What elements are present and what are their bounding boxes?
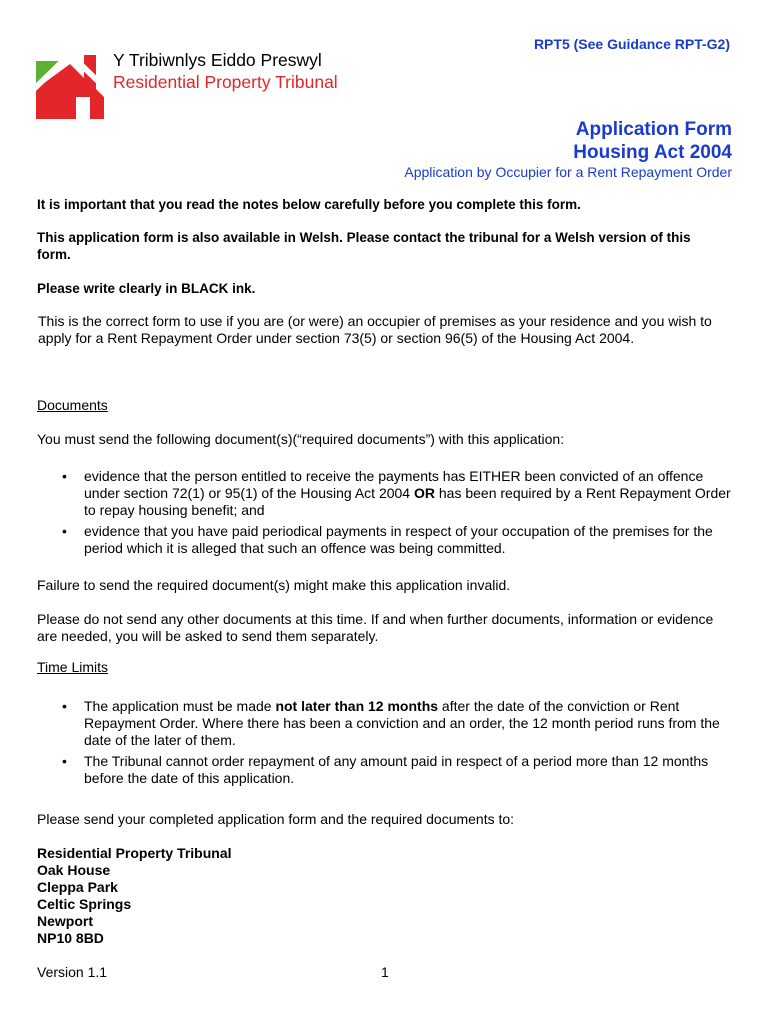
form-title: Application Form bbox=[575, 119, 732, 140]
page-number: 1 bbox=[381, 964, 389, 980]
list-item: • The Tribunal cannot order repayment of any amount paid in respect of a period more than 12 months before the date of this application. bbox=[62, 753, 742, 787]
house-logo-icon bbox=[36, 47, 108, 119]
time-limits-heading: Time Limits bbox=[37, 659, 109, 675]
time-limits-list bbox=[62, 698, 742, 791]
address-line: Cleppa Park bbox=[37, 879, 118, 895]
address-line: Oak House bbox=[37, 862, 111, 878]
black-ink-notice: Please write clearly in BLACK ink. bbox=[37, 281, 256, 296]
address-line: NP10 8BD bbox=[37, 930, 104, 946]
welsh-version-notice: This application form is also available in Welsh. Please contact the tribunal for a Welsh version of this form. bbox=[37, 230, 691, 262]
failure-notice: Failure to send the required document(s) might make this application invalid. bbox=[37, 577, 511, 593]
address-line: Residential Property Tribunal bbox=[37, 845, 232, 861]
address-line: Celtic Springs bbox=[37, 896, 132, 912]
no-other-documents-notice: Please do not send any other documents at this time. If and when further documents, information or evidence are needed, you will be asked to send them separately. bbox=[37, 611, 714, 644]
correct-form-paragraph: This is the correct form to use if you are (or were) an occupier of premises as your residence and you wish to apply for a Rent Repayment Order under section 73(5) or section 96(5) of the Housing Act 2004. bbox=[38, 313, 712, 346]
list-item: • evidence that you have paid periodical payments in respect of your occupation of the premises for the period which it is alleged that such an offence was being committed. bbox=[62, 523, 742, 557]
act-title: Housing Act 2004 bbox=[573, 142, 732, 163]
important-notice: It is important that you read the notes below carefully before you complete this form. bbox=[37, 197, 581, 212]
documents-lead: You must send the following document(s)(“required documents”) with this application: bbox=[37, 431, 565, 447]
address-line: Newport bbox=[37, 913, 93, 929]
documents-heading: Documents bbox=[37, 397, 108, 413]
logo-welsh-name: Y Tribiwnlys Eiddo Preswyl bbox=[113, 50, 322, 70]
form-reference: RPT5 (See Guidance RPT-G2) bbox=[533, 36, 730, 52]
list-item: • The application must be made not later than 12 months after the date of the conviction or Rent Repayment Order. Where there has been a conviction and an order, the 12 month period runs from the date of the later of them. bbox=[62, 698, 742, 749]
version-label: Version 1.1 bbox=[37, 964, 108, 980]
send-to-lead: Please send your completed application form and the required documents to: bbox=[37, 811, 515, 827]
form-subtitle: Application by Occupier for a Rent Repayment Order bbox=[404, 164, 732, 180]
required-documents-list bbox=[62, 468, 742, 561]
tribunal-address bbox=[37, 845, 232, 947]
logo-english-name: Residential Property Tribunal bbox=[113, 72, 338, 92]
list-item: • evidence that the person entitled to receive the payments has EITHER been convicted of an offence under section 72(1) or 95(1) of the Housing Act 2004 OR has been required by a Rent Repayment Order to repay housing benefit; and bbox=[62, 468, 742, 519]
